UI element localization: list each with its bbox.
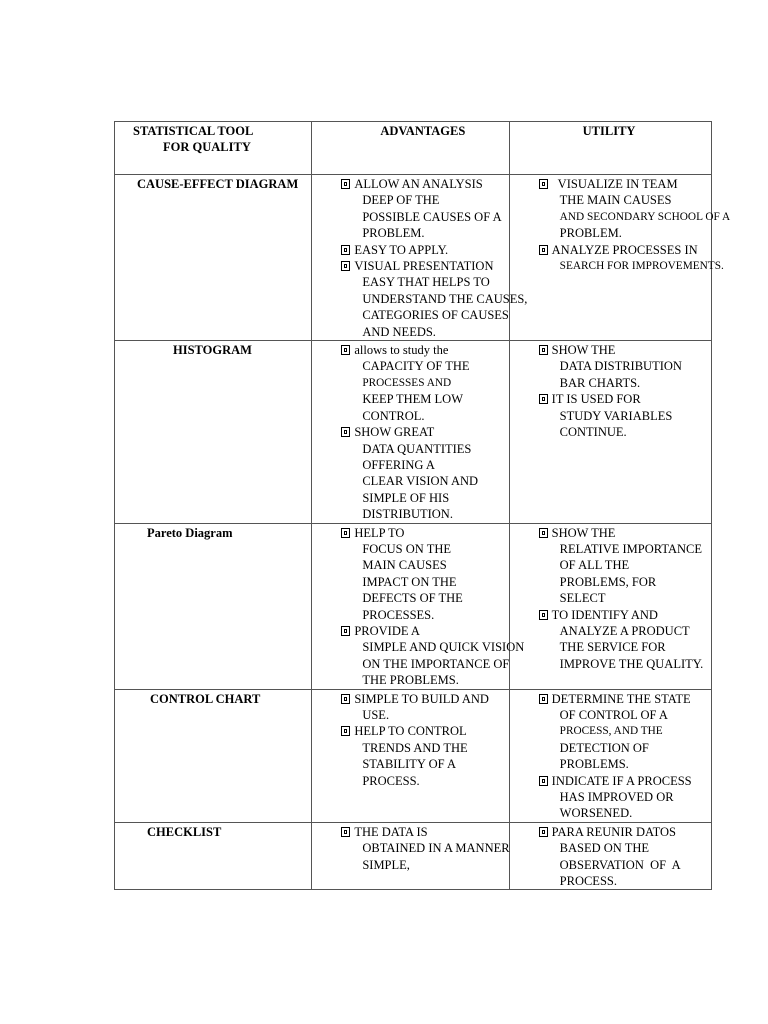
- bullet-text: AND NEEDS.: [362, 324, 436, 339]
- bullet-text: OBTAINED IN A MANNER: [362, 841, 510, 856]
- bullet-text: DEFECTS OF THE: [362, 591, 463, 606]
- bullet-text: SIMPLE AND QUICK VISION: [362, 640, 525, 655]
- table-row: [115, 689, 712, 822]
- bullet-item: [341, 824, 508, 873]
- bullet-item: [341, 525, 508, 623]
- advantages-cell: [312, 523, 525, 689]
- bullet-text: CLEAR VISION AND: [362, 474, 479, 489]
- bullet-text: ON THE IMPORTANCE OF: [362, 656, 510, 671]
- tool-name-cell: CAUSE-EFFECT DIAGRAM: [115, 175, 312, 341]
- tool-name-cell: CHECKLIST: [115, 822, 312, 890]
- bullet-text: VISUALIZE IN TEAM: [551, 177, 678, 191]
- bullet-text: INDICATE IF A PROCESS: [551, 773, 692, 788]
- bullet-text: BAR CHARTS.: [559, 375, 641, 390]
- bullet-text: SELECT: [559, 591, 606, 606]
- header-tool-line2: FOR QUALITY: [163, 140, 251, 155]
- bullet-text: BASED ON THE: [559, 841, 650, 856]
- bullet-item: [341, 258, 528, 340]
- utility-cell: [509, 689, 711, 822]
- bullet-text: STABILITY OF A: [362, 757, 457, 772]
- bullet-text: MAIN CAUSES: [362, 558, 447, 573]
- tool-name-cell: HISTOGRAM: [115, 341, 312, 523]
- bullet-item: [341, 691, 508, 724]
- advantages-cell: [312, 689, 509, 822]
- table-row: [115, 175, 712, 341]
- bullet-text: OFFERING A: [362, 457, 435, 472]
- bullet-text: PARA REUNIR DATOS: [551, 824, 676, 839]
- checkbox-bullet-icon: [341, 245, 350, 255]
- bullet-text: DATA DISTRIBUTION: [559, 359, 682, 374]
- bullet-item: [539, 525, 711, 607]
- header-utility: UTILITY: [509, 122, 711, 175]
- checkbox-bullet-icon: [341, 827, 350, 837]
- checkbox-bullet-icon: [539, 694, 548, 704]
- bullet-item: [341, 424, 508, 522]
- header-statistical-tool: [115, 122, 312, 175]
- bullet-text: SHOW THE: [551, 343, 616, 358]
- bullet-text: ANALYZE PROCESSES IN: [551, 242, 698, 257]
- bullet-text: IMPROVE THE QUALITY.: [559, 656, 704, 671]
- bullet-text: FOCUS ON THE: [362, 541, 451, 556]
- bullet-text: HELP TO CONTROL: [354, 724, 467, 739]
- tool-name-cell: Pareto Diagram: [115, 523, 312, 689]
- bullet-item: [539, 607, 711, 673]
- bullet-item: [341, 242, 508, 258]
- bullet-text: SIMPLE,: [362, 857, 410, 872]
- bullet-text: DEEP OF THE: [362, 193, 440, 208]
- checkbox-bullet-icon: [539, 528, 548, 538]
- table-row: [115, 822, 712, 890]
- bullet-text: DATA QUANTITIES: [362, 441, 472, 456]
- bullet-text: IT IS USED FOR: [551, 392, 641, 407]
- bullet-text: PROBLEMS, FOR: [559, 574, 657, 589]
- tool-name-cell: CONTROL CHART: [115, 689, 312, 822]
- checkbox-bullet-icon: [539, 394, 548, 404]
- checkbox-bullet-icon: [539, 345, 548, 355]
- bullet-text: CAPACITY OF THE: [362, 359, 470, 374]
- checkbox-bullet-icon: [341, 179, 350, 189]
- bullet-text: THE PROBLEMS.: [362, 673, 459, 688]
- checkbox-bullet-icon: [341, 626, 350, 636]
- bullet-text: THE DATA IS: [354, 824, 428, 839]
- bullet-text: PROBLEM.: [362, 226, 425, 241]
- checkbox-bullet-icon: [539, 776, 548, 786]
- bullet-text: PROBLEMS.: [559, 757, 629, 772]
- table-row: [115, 523, 712, 689]
- utility-cell: [509, 822, 711, 890]
- utility-cell: [509, 175, 731, 341]
- bullet-text: THE MAIN CAUSES: [559, 193, 672, 208]
- bullet-item: [539, 824, 711, 890]
- bullet-item: [539, 391, 711, 440]
- utility-cell: [509, 523, 711, 689]
- bullet-text: OBSERVATION OF A: [559, 857, 681, 872]
- bullet-text: allows to study the: [354, 343, 449, 358]
- bullet-item: [341, 342, 508, 424]
- bullet-text: CATEGORIES OF CAUSES: [362, 308, 509, 323]
- bullet-text: POSSIBLE CAUSES OF A: [362, 209, 502, 224]
- advantages-cell: [312, 822, 509, 890]
- checkbox-bullet-icon: [539, 179, 548, 189]
- bullet-text: UNDERSTAND THE CAUSES,: [362, 291, 528, 306]
- bullet-text: TRENDS AND THE: [362, 740, 468, 755]
- table-row: [115, 341, 712, 523]
- bullet-text: THE SERVICE FOR: [559, 640, 666, 655]
- bullet-text: CONTROL.: [362, 408, 425, 423]
- bullet-text: WORSENED.: [559, 806, 633, 821]
- bullet-text: VISUAL PRESENTATION: [354, 259, 494, 274]
- checkbox-bullet-icon: [539, 827, 548, 837]
- bullet-text: EASY THAT HELPS TO: [362, 275, 490, 290]
- bullet-text: DETERMINE THE STATE: [551, 691, 691, 706]
- bullet-text: RELATIVE IMPORTANCE: [559, 541, 702, 556]
- bullet-text: IMPACT ON THE: [362, 574, 457, 589]
- bullet-text: PROCESS, AND THE: [559, 725, 663, 738]
- bullet-text: SIMPLE TO BUILD AND: [354, 691, 489, 706]
- bullet-text: PROBLEM.: [559, 226, 622, 241]
- header-tool-line1: STATISTICAL TOOL: [133, 124, 254, 138]
- checkbox-bullet-icon: [539, 610, 548, 620]
- bullet-text: PROCESS.: [362, 773, 420, 788]
- bullet-text: EASY TO APPLY.: [354, 242, 449, 257]
- checkbox-bullet-icon: [341, 726, 350, 736]
- checkbox-bullet-icon: [341, 694, 350, 704]
- bullet-text: PROVIDE A: [354, 623, 420, 638]
- bullet-text: ALLOW AN ANALYSIS: [354, 177, 483, 191]
- bullet-item: [539, 176, 731, 242]
- bullet-text: PROCESSES.: [362, 607, 435, 622]
- checkbox-bullet-icon: [341, 528, 350, 538]
- header-advantages: ADVANTAGES: [312, 122, 509, 175]
- bullet-text: OF ALL THE: [559, 558, 630, 573]
- bullet-text: HAS IMPROVED OR: [559, 790, 674, 805]
- bullet-text: PROCESS.: [559, 874, 617, 889]
- bullet-text: KEEP THEM LOW: [362, 392, 464, 407]
- bullet-text: USE.: [362, 708, 390, 722]
- table-header-row: [115, 122, 712, 175]
- bullet-text: TO IDENTIFY AND: [551, 607, 658, 622]
- bullet-text: DISTRIBUTION.: [362, 507, 453, 522]
- quality-tools-table: [114, 121, 731, 890]
- bullet-text: PROCESSES AND: [362, 376, 452, 389]
- bullet-item: [539, 773, 711, 822]
- bullet-text: SEARCH FOR IMPROVEMENTS.: [559, 260, 724, 273]
- bullet-text: AND SECONDARY SCHOOL OF A: [559, 210, 731, 223]
- bullet-text: ANALYZE A PRODUCT: [559, 623, 690, 638]
- utility-cell: [509, 341, 711, 523]
- checkbox-bullet-icon: [539, 245, 548, 255]
- advantages-cell: [312, 175, 528, 341]
- bullet-text: SIMPLE OF HIS: [362, 490, 450, 505]
- bullet-item: [341, 723, 508, 789]
- bullet-text: OF CONTROL OF A: [559, 708, 668, 722]
- bullet-text: SHOW GREAT: [354, 425, 435, 440]
- bullet-item: [539, 342, 711, 391]
- bullet-text: STUDY VARIABLES: [559, 408, 673, 423]
- bullet-text: SHOW THE: [551, 525, 616, 540]
- bullet-item: [341, 176, 508, 242]
- checkbox-bullet-icon: [341, 261, 350, 271]
- advantages-cell: [312, 341, 509, 523]
- bullet-text: HELP TO: [354, 525, 405, 540]
- bullet-text: DETECTION OF: [559, 740, 649, 755]
- checkbox-bullet-icon: [341, 345, 350, 355]
- bullet-text: CONTINUE.: [559, 425, 627, 440]
- bullet-item: [341, 623, 525, 689]
- bullet-item: [539, 242, 724, 275]
- checkbox-bullet-icon: [341, 427, 350, 437]
- bullet-item: [539, 691, 711, 773]
